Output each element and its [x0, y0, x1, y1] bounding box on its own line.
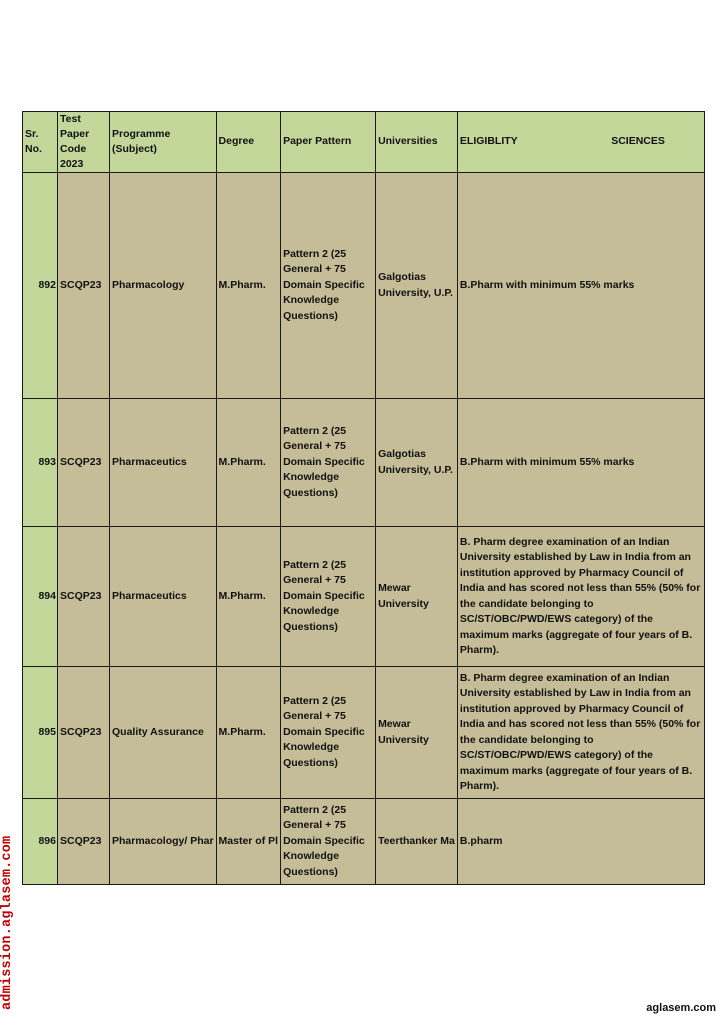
- table-row: [23, 667, 705, 799]
- sr-no-cell: 894: [23, 527, 58, 667]
- code-cell: SCQP23: [58, 667, 110, 799]
- pattern-cell: Pattern 2 (25 General + 75 Domain Specific Knowledge Questions): [281, 799, 376, 885]
- university-cell: Teerthanker Ma: [376, 799, 458, 885]
- programme-cell: Pharmaceutics: [110, 399, 217, 527]
- programme-cell: Quality Assurance: [110, 667, 217, 799]
- table-row: [23, 799, 705, 885]
- programme-cell: Pharmacology/ Phar: [110, 799, 217, 885]
- header-programme: Programme (Subject): [110, 112, 217, 173]
- programme-cell: Pharmaceutics: [110, 527, 217, 667]
- code-cell: SCQP23: [58, 399, 110, 527]
- programme-cell: Pharmacology: [110, 173, 217, 399]
- table-row: [23, 173, 705, 399]
- eligibility-cell: B.Pharm with minimum 55% marks: [457, 399, 704, 527]
- sr-no-cell: 895: [23, 667, 58, 799]
- university-cell: Galgotias University, U.P.: [376, 173, 458, 399]
- pattern-cell: Pattern 2 (25 General + 75 Domain Specific Knowledge Questions): [281, 173, 376, 399]
- header-row: [23, 112, 705, 173]
- degree-cell: Master of Pl: [216, 799, 281, 885]
- eligibility-cell: B. Pharm degree examination of an Indian University established by Law in India from an institution approved by Pharmacy Council of India and has scored not less than 55% (50% for the candidate belonging to SC/ST/OBC/PWD/EWS category) of the maximum marks (aggregate of four years of B. Pharm).: [457, 527, 704, 667]
- degree-cell: M.Pharm.: [216, 527, 281, 667]
- sr-no-cell: 892: [23, 173, 58, 399]
- code-cell: SCQP23: [58, 173, 110, 399]
- header-sciences-label: SCIENCES: [611, 135, 665, 148]
- header-paper-pattern: Paper Pattern: [281, 112, 376, 173]
- sr-no-cell: 896: [23, 799, 58, 885]
- eligibility-cell: B.Pharm with minimum 55% marks: [457, 173, 704, 399]
- eligibility-cell: B.pharm: [457, 799, 704, 885]
- header-universities: Universities: [376, 112, 458, 173]
- degree-cell: M.Pharm.: [216, 173, 281, 399]
- university-cell: Mewar University: [376, 527, 458, 667]
- code-cell: SCQP23: [58, 799, 110, 885]
- university-cell: Galgotias University, U.P.: [376, 399, 458, 527]
- eligibility-table: [22, 111, 705, 885]
- eligibility-cell: B. Pharm degree examination of an Indian University established by Law in India from an institution approved by Pharmacy Council of India and has scored not less than 55% (50% for the candidate belonging to SC/ST/OBC/PWD/EWS category) of the maximum marks (aggregate of four years of B. Pharm).: [457, 667, 704, 799]
- pattern-cell: Pattern 2 (25 General + 75 Domain Specific Knowledge Questions): [281, 667, 376, 799]
- side-watermark: admission.aglasem.com: [0, 835, 15, 1010]
- pattern-cell: Pattern 2 (25 General + 75 Domain Specific Knowledge Questions): [281, 399, 376, 527]
- table-row: [23, 399, 705, 527]
- corner-watermark: aglasem.com: [646, 1002, 716, 1014]
- header-test-paper-code: Test Paper Code 2023: [58, 112, 110, 173]
- degree-cell: M.Pharm.: [216, 667, 281, 799]
- pattern-cell: Pattern 2 (25 General + 75 Domain Specific Knowledge Questions): [281, 527, 376, 667]
- header-eligibility: [457, 112, 704, 173]
- university-cell: Mewar University: [376, 667, 458, 799]
- header-eligibility-label: ELIGIBLITY: [459, 135, 518, 148]
- degree-cell: M.Pharm.: [216, 399, 281, 527]
- table-row: [23, 527, 705, 667]
- header-degree: Degree: [216, 112, 281, 173]
- header-sr-no: Sr. No.: [23, 112, 58, 173]
- sr-no-cell: 893: [23, 399, 58, 527]
- code-cell: SCQP23: [58, 527, 110, 667]
